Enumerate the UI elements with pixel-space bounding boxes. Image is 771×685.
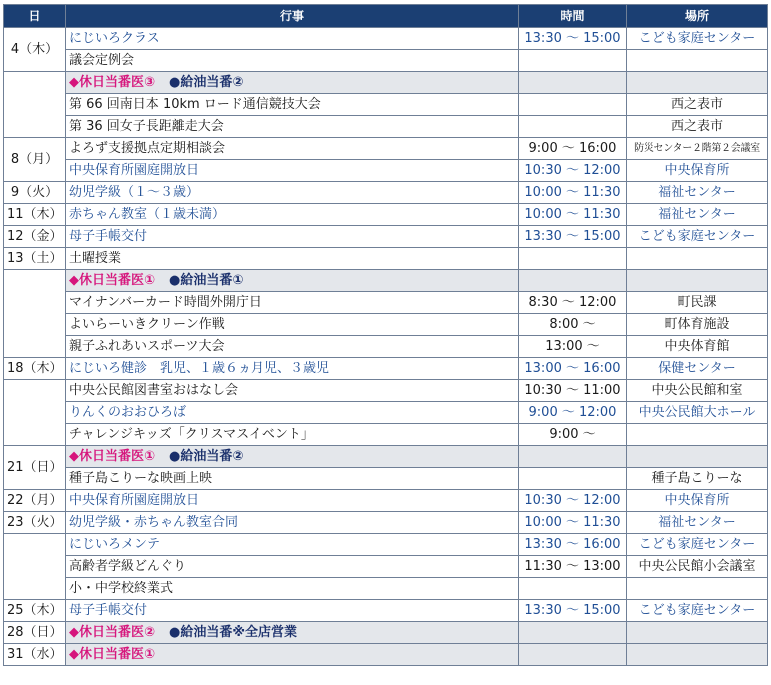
date-cell: 23（火）	[4, 512, 66, 534]
table-row	[4, 94, 768, 116]
event-cell: りんくのおおひろば	[66, 402, 519, 424]
table-row	[4, 534, 768, 556]
time-cell	[519, 248, 627, 270]
table-row	[4, 578, 768, 600]
place-cell: 中央保育所	[627, 160, 768, 182]
event-cell: 第 36 回女子長距離走大会	[66, 116, 519, 138]
table-row	[4, 424, 768, 446]
time-cell: 10:00 ～ 11:30	[519, 204, 627, 226]
fuel-duty: ●給油当番①	[169, 272, 244, 288]
place-cell: 福祉センター	[627, 182, 768, 204]
fuel-duty: ●給油当番※全店営業	[169, 624, 297, 640]
time-cell: 11:30 ～ 13:00	[519, 556, 627, 578]
table-row	[4, 72, 768, 94]
time-cell: 8:30 ～ 12:00	[519, 292, 627, 314]
table-row	[4, 446, 768, 468]
place-cell: こども家庭センター	[627, 534, 768, 556]
place-cell: 中央公民館小会議室	[627, 556, 768, 578]
time-cell	[519, 468, 627, 490]
time-cell: 8:00 ～	[519, 314, 627, 336]
event-cell: 第 66 回南日本 10km ロード通信競技大会	[66, 94, 519, 116]
table-row	[4, 314, 768, 336]
time-cell: 13:30 ～ 16:00	[519, 534, 627, 556]
place-cell: こども家庭センター	[627, 600, 768, 622]
event-cell: にじいろ健診 乳児、１歳６ヵ月児、３歳児	[66, 358, 519, 380]
date-cell: 21（日）	[4, 446, 66, 490]
table-row	[4, 160, 768, 182]
place-cell	[627, 446, 768, 468]
event-cell: 幼児学級・赤ちゃん教室合同	[66, 512, 519, 534]
date-cell	[4, 72, 66, 138]
date-cell: 25（木）	[4, 600, 66, 622]
time-cell: 9:00 ～ 12:00	[519, 402, 627, 424]
time-cell	[519, 72, 627, 94]
date-cell: 18（木）	[4, 358, 66, 380]
table-row	[4, 402, 768, 424]
event-cell: 中央保育所園庭開放日	[66, 490, 519, 512]
time-cell: 10:00 ～ 11:30	[519, 182, 627, 204]
table-row	[4, 490, 768, 512]
place-cell: 中央公民館大ホール	[627, 402, 768, 424]
event-cell: 中央保育所園庭開放日	[66, 160, 519, 182]
time-cell: 13:30 ～ 15:00	[519, 226, 627, 248]
place-cell	[627, 248, 768, 270]
table-body	[4, 28, 768, 666]
table-row	[4, 204, 768, 226]
table-row	[4, 138, 768, 160]
fuel-duty: ●給油当番②	[169, 74, 244, 90]
place-cell: 福祉センター	[627, 204, 768, 226]
time-cell: 13:30 ～ 15:00	[519, 600, 627, 622]
table-row	[4, 336, 768, 358]
table-row	[4, 556, 768, 578]
date-cell: 22（月）	[4, 490, 66, 512]
table-row	[4, 50, 768, 72]
event-cell: 小・中学校終業式	[66, 578, 519, 600]
time-cell: 10:30 ～ 12:00	[519, 490, 627, 512]
event-cell: 赤ちゃん教室（１歳未満）	[66, 204, 519, 226]
table-row	[4, 644, 768, 666]
date-cell: 4（木）	[4, 28, 66, 72]
place-cell: 中央体育館	[627, 336, 768, 358]
header-event: 行事	[66, 5, 519, 28]
event-cell: 高齢者学級どんぐり	[66, 556, 519, 578]
event-cell: 中央公民館図書室おはなし会	[66, 380, 519, 402]
time-cell: 13:00 ～ 16:00	[519, 358, 627, 380]
time-cell: 9:00 ～ 16:00	[519, 138, 627, 160]
date-cell: 12（金）	[4, 226, 66, 248]
time-cell: 10:30 ～ 12:00	[519, 160, 627, 182]
time-cell	[519, 94, 627, 116]
event-cell: にじいろメンテ	[66, 534, 519, 556]
event-cell: よいらーいきクリーン作戦	[66, 314, 519, 336]
time-cell	[519, 644, 627, 666]
place-cell: こども家庭センター	[627, 28, 768, 50]
time-cell: 13:30 ～ 15:00	[519, 28, 627, 50]
event-cell	[66, 72, 519, 94]
time-cell	[519, 446, 627, 468]
table-row	[4, 468, 768, 490]
date-cell: 8（月）	[4, 138, 66, 182]
time-cell	[519, 116, 627, 138]
table-row	[4, 380, 768, 402]
table-row	[4, 270, 768, 292]
table-header-row	[4, 5, 768, 28]
event-cell: よろず支援拠点定期相談会	[66, 138, 519, 160]
event-cell	[66, 270, 519, 292]
header-place: 場所	[627, 5, 768, 28]
table-row	[4, 116, 768, 138]
event-cell: にじいろクラス	[66, 28, 519, 50]
time-cell	[519, 270, 627, 292]
table-row	[4, 248, 768, 270]
holiday-duty-doctor: ◆休日当番医①	[69, 272, 156, 288]
table-row	[4, 182, 768, 204]
event-cell: チャレンジキッズ「クリスマスイベント」	[66, 424, 519, 446]
event-cell: 母子手帳交付	[66, 226, 519, 248]
place-cell: 種子島こりーな	[627, 468, 768, 490]
time-cell	[519, 50, 627, 72]
event-cell: 母子手帳交付	[66, 600, 519, 622]
place-cell: 中央保育所	[627, 490, 768, 512]
place-cell	[627, 50, 768, 72]
date-cell	[4, 534, 66, 600]
table-row	[4, 358, 768, 380]
table-row	[4, 600, 768, 622]
event-cell	[66, 644, 519, 666]
place-cell: 保健センター	[627, 358, 768, 380]
event-cell	[66, 446, 519, 468]
date-cell: 28（日）	[4, 622, 66, 644]
place-cell	[627, 578, 768, 600]
event-cell: 議会定例会	[66, 50, 519, 72]
fuel-duty: ●給油当番②	[169, 448, 244, 464]
place-cell	[627, 72, 768, 94]
place-cell	[627, 270, 768, 292]
time-cell: 10:00 ～ 11:30	[519, 512, 627, 534]
place-cell: 西之表市	[627, 116, 768, 138]
event-cell	[66, 622, 519, 644]
table-row	[4, 512, 768, 534]
header-date: 日	[4, 5, 66, 28]
place-cell: 町体育施設	[627, 314, 768, 336]
place-cell: 福祉センター	[627, 512, 768, 534]
table-row	[4, 622, 768, 644]
table-row	[4, 292, 768, 314]
date-cell	[4, 270, 66, 358]
holiday-duty-doctor: ◆休日当番医③	[69, 74, 156, 90]
place-cell: 西之表市	[627, 94, 768, 116]
time-cell	[519, 578, 627, 600]
time-cell: 9:00 ～	[519, 424, 627, 446]
time-cell: 13:00 ～	[519, 336, 627, 358]
event-cell: マイナンバーカード時間外開庁日	[66, 292, 519, 314]
place-cell	[627, 622, 768, 644]
event-cell: 種子島こりーな映画上映	[66, 468, 519, 490]
table-row	[4, 28, 768, 50]
holiday-duty-doctor: ◆休日当番医①	[69, 646, 156, 662]
schedule-container	[3, 4, 768, 666]
date-cell: 9（火）	[4, 182, 66, 204]
place-cell: 中央公民館和室	[627, 380, 768, 402]
holiday-duty-doctor: ◆休日当番医①	[69, 448, 156, 464]
header-time: 時間	[519, 5, 627, 28]
event-cell: 土曜授業	[66, 248, 519, 270]
place-cell: 防災センター２階第２会議室	[627, 138, 768, 160]
date-cell: 11（木）	[4, 204, 66, 226]
date-cell: 13（土）	[4, 248, 66, 270]
date-cell	[4, 380, 66, 446]
event-cell: 幼児学級（１～３歳）	[66, 182, 519, 204]
time-cell	[519, 622, 627, 644]
event-cell: 親子ふれあいスポーツ大会	[66, 336, 519, 358]
place-cell: こども家庭センター	[627, 226, 768, 248]
table-row	[4, 226, 768, 248]
holiday-duty-doctor: ◆休日当番医②	[69, 624, 156, 640]
place-cell: 町民課	[627, 292, 768, 314]
time-cell: 10:30 ～ 11:00	[519, 380, 627, 402]
place-cell	[627, 644, 768, 666]
schedule-table	[3, 4, 768, 666]
date-cell: 31（水）	[4, 644, 66, 666]
place-cell	[627, 424, 768, 446]
